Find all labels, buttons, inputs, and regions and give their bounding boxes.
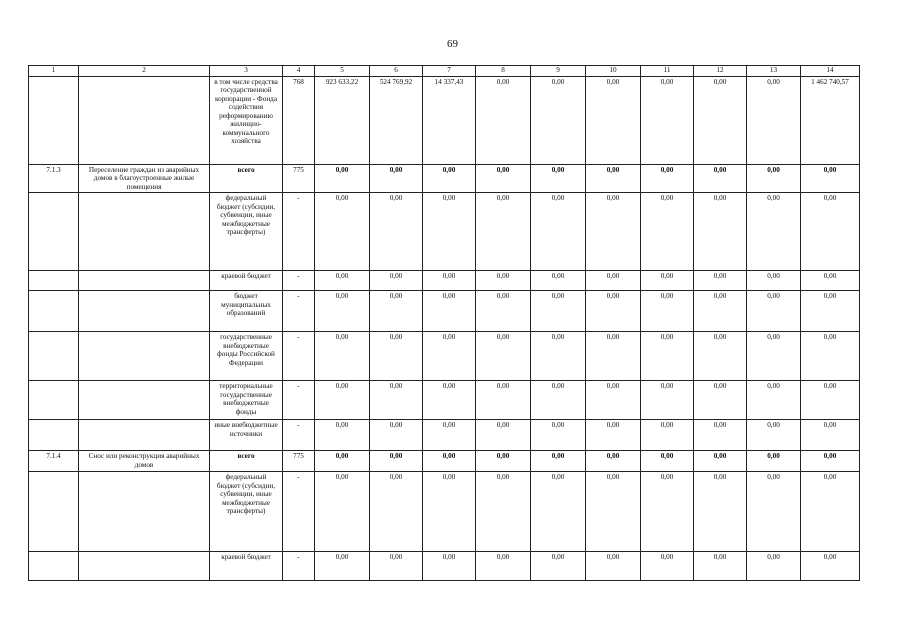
row-code bbox=[29, 420, 79, 451]
row-index: - bbox=[283, 420, 315, 451]
row-index: 775 bbox=[283, 165, 315, 193]
value-cell: 0,00 bbox=[370, 472, 423, 552]
value-cell: 0,00 bbox=[586, 420, 641, 451]
column-number: 9 bbox=[531, 66, 586, 77]
value-cell: 0,00 bbox=[641, 271, 694, 291]
value-cell: 0,00 bbox=[694, 381, 747, 420]
value-cell: 0,00 bbox=[694, 165, 747, 193]
value-cell: 0,00 bbox=[641, 552, 694, 581]
row-name bbox=[79, 77, 210, 165]
value-cell: 0,00 bbox=[801, 451, 860, 472]
value-cell: 0,00 bbox=[641, 165, 694, 193]
value-cell: 0,00 bbox=[694, 451, 747, 472]
column-number: 1 bbox=[29, 66, 79, 77]
value-cell: 0,00 bbox=[641, 77, 694, 165]
value-cell: 0,00 bbox=[694, 472, 747, 552]
value-cell: 0,00 bbox=[531, 193, 586, 271]
value-cell: 0,00 bbox=[423, 381, 476, 420]
value-cell: 0,00 bbox=[801, 193, 860, 271]
value-cell: 0,00 bbox=[531, 420, 586, 451]
page-number: 69 bbox=[447, 38, 458, 50]
table-body bbox=[29, 77, 860, 581]
value-cell: 0,00 bbox=[423, 420, 476, 451]
column-number: 2 bbox=[79, 66, 210, 77]
value-cell: 0,00 bbox=[531, 472, 586, 552]
value-cell: 0,00 bbox=[747, 77, 801, 165]
column-number: 6 bbox=[370, 66, 423, 77]
value-cell: 0,00 bbox=[370, 552, 423, 581]
row-name bbox=[79, 291, 210, 332]
row-name: Переселение граждан из аварийных домов в благоустроенные жилые помещения bbox=[79, 165, 210, 193]
value-cell: 0,00 bbox=[315, 193, 370, 271]
row-code: 7.1.3 bbox=[29, 165, 79, 193]
value-cell: 0,00 bbox=[586, 332, 641, 381]
value-cell: 0,00 bbox=[531, 552, 586, 581]
value-cell: 0,00 bbox=[476, 271, 531, 291]
value-cell: 0,00 bbox=[531, 381, 586, 420]
value-cell: 0,00 bbox=[747, 271, 801, 291]
value-cell: 0,00 bbox=[476, 420, 531, 451]
value-cell: 0,00 bbox=[586, 552, 641, 581]
value-cell: 0,00 bbox=[641, 451, 694, 472]
row-code bbox=[29, 291, 79, 332]
value-cell: 0,00 bbox=[801, 332, 860, 381]
row-index: - bbox=[283, 381, 315, 420]
value-cell: 0,00 bbox=[641, 193, 694, 271]
value-cell: 0,00 bbox=[315, 271, 370, 291]
row-code bbox=[29, 271, 79, 291]
column-number: 13 bbox=[747, 66, 801, 77]
value-cell: 0,00 bbox=[531, 165, 586, 193]
value-cell: 0,00 bbox=[747, 291, 801, 332]
row-index: 775 bbox=[283, 451, 315, 472]
funding-source: иные внебюджетные источники bbox=[210, 420, 283, 451]
value-cell: 0,00 bbox=[586, 291, 641, 332]
value-cell: 524 769,92 bbox=[370, 77, 423, 165]
row-name bbox=[79, 271, 210, 291]
value-cell: 0,00 bbox=[423, 291, 476, 332]
value-cell: 0,00 bbox=[747, 420, 801, 451]
value-cell: 0,00 bbox=[694, 271, 747, 291]
column-number-row bbox=[29, 66, 860, 77]
row-code: 7.1.4 bbox=[29, 451, 79, 472]
value-cell: 0,00 bbox=[370, 165, 423, 193]
funding-source: бюджет муниципальных образований bbox=[210, 291, 283, 332]
value-cell: 0,00 bbox=[315, 381, 370, 420]
value-cell: 0,00 bbox=[586, 77, 641, 165]
value-cell: 0,00 bbox=[370, 271, 423, 291]
row-index: 768 bbox=[283, 77, 315, 165]
row-index: - bbox=[283, 472, 315, 552]
value-cell: 0,00 bbox=[476, 165, 531, 193]
value-cell: 0,00 bbox=[370, 193, 423, 271]
row-name bbox=[79, 472, 210, 552]
row-name bbox=[79, 552, 210, 581]
value-cell: 0,00 bbox=[476, 193, 531, 271]
value-cell: 0,00 bbox=[476, 552, 531, 581]
value-cell: 0,00 bbox=[531, 332, 586, 381]
funding-source: федеральный бюджет (субсидии, субвенции, иные межбюджетные трансферты) bbox=[210, 472, 283, 552]
value-cell: 0,00 bbox=[531, 451, 586, 472]
value-cell: 0,00 bbox=[531, 77, 586, 165]
row-index: - bbox=[283, 332, 315, 381]
value-cell: 0,00 bbox=[694, 420, 747, 451]
table-row bbox=[29, 291, 860, 332]
value-cell: 0,00 bbox=[315, 451, 370, 472]
value-cell: 0,00 bbox=[476, 381, 531, 420]
column-number: 5 bbox=[315, 66, 370, 77]
value-cell: 1 462 740,57 bbox=[801, 77, 860, 165]
row-code bbox=[29, 381, 79, 420]
table-row bbox=[29, 420, 860, 451]
value-cell: 0,00 bbox=[315, 165, 370, 193]
value-cell: 0,00 bbox=[370, 451, 423, 472]
row-name bbox=[79, 332, 210, 381]
value-cell: 0,00 bbox=[370, 420, 423, 451]
value-cell: 0,00 bbox=[747, 165, 801, 193]
value-cell: 0,00 bbox=[641, 381, 694, 420]
value-cell: 0,00 bbox=[423, 271, 476, 291]
value-cell: 0,00 bbox=[423, 472, 476, 552]
table-row bbox=[29, 193, 860, 271]
row-name bbox=[79, 420, 210, 451]
column-number: 11 bbox=[641, 66, 694, 77]
row-name: Снос или реконструкция аварийных домов bbox=[79, 451, 210, 472]
table-row bbox=[29, 451, 860, 472]
value-cell: 0,00 bbox=[423, 165, 476, 193]
value-cell: 0,00 bbox=[801, 165, 860, 193]
value-cell: 0,00 bbox=[370, 291, 423, 332]
value-cell: 0,00 bbox=[801, 420, 860, 451]
value-cell: 0,00 bbox=[694, 291, 747, 332]
column-number: 8 bbox=[476, 66, 531, 77]
value-cell: 0,00 bbox=[423, 451, 476, 472]
table-row bbox=[29, 271, 860, 291]
value-cell: 0,00 bbox=[423, 552, 476, 581]
column-number: 10 bbox=[586, 66, 641, 77]
value-cell: 0,00 bbox=[423, 332, 476, 381]
row-name bbox=[79, 193, 210, 271]
value-cell: 0,00 bbox=[586, 451, 641, 472]
funding-source: всего bbox=[210, 165, 283, 193]
value-cell: 0,00 bbox=[801, 472, 860, 552]
value-cell: 0,00 bbox=[641, 472, 694, 552]
value-cell: 0,00 bbox=[315, 472, 370, 552]
value-cell: 0,00 bbox=[747, 552, 801, 581]
value-cell: 0,00 bbox=[694, 193, 747, 271]
value-cell: 0,00 bbox=[747, 193, 801, 271]
row-code bbox=[29, 552, 79, 581]
value-cell: 0,00 bbox=[694, 552, 747, 581]
value-cell: 0,00 bbox=[801, 552, 860, 581]
value-cell: 0,00 bbox=[641, 291, 694, 332]
table-row bbox=[29, 165, 860, 193]
table-row bbox=[29, 77, 860, 165]
funding-source: территориальные государственные внебюджетные фонды bbox=[210, 381, 283, 420]
value-cell: 0,00 bbox=[694, 332, 747, 381]
table-row bbox=[29, 332, 860, 381]
table-row bbox=[29, 381, 860, 420]
row-index: - bbox=[283, 552, 315, 581]
funding-source: краевой бюджет bbox=[210, 552, 283, 581]
column-number: 12 bbox=[694, 66, 747, 77]
value-cell: 0,00 bbox=[801, 381, 860, 420]
value-cell: 0,00 bbox=[315, 291, 370, 332]
value-cell: 0,00 bbox=[747, 381, 801, 420]
value-cell: 0,00 bbox=[315, 552, 370, 581]
value-cell: 0,00 bbox=[641, 420, 694, 451]
value-cell: 14 337,43 bbox=[423, 77, 476, 165]
value-cell: 0,00 bbox=[747, 451, 801, 472]
table-row bbox=[29, 552, 860, 581]
value-cell: 0,00 bbox=[586, 193, 641, 271]
row-index: - bbox=[283, 193, 315, 271]
value-cell: 0,00 bbox=[586, 165, 641, 193]
value-cell: 0,00 bbox=[801, 291, 860, 332]
funding-source: в том числе средства государственной корпорации - Фонда содействия реформированию жилищно-коммунального хозяйства bbox=[210, 77, 283, 165]
value-cell: 0,00 bbox=[476, 451, 531, 472]
value-cell: 0,00 bbox=[476, 472, 531, 552]
row-index: - bbox=[283, 291, 315, 332]
budget-table bbox=[28, 65, 860, 581]
value-cell: 0,00 bbox=[423, 193, 476, 271]
value-cell: 0,00 bbox=[531, 291, 586, 332]
value-cell: 0,00 bbox=[694, 77, 747, 165]
value-cell: 0,00 bbox=[315, 332, 370, 381]
value-cell: 0,00 bbox=[747, 332, 801, 381]
value-cell: 0,00 bbox=[641, 332, 694, 381]
funding-source: федеральный бюджет (субсидии, субвенции, иные межбюджетные трансферты) bbox=[210, 193, 283, 271]
value-cell: 0,00 bbox=[586, 381, 641, 420]
column-number: 4 bbox=[283, 66, 315, 77]
value-cell: 0,00 bbox=[586, 271, 641, 291]
value-cell: 0,00 bbox=[476, 332, 531, 381]
value-cell: 0,00 bbox=[315, 420, 370, 451]
value-cell: 0,00 bbox=[476, 77, 531, 165]
value-cell: 923 633,22 bbox=[315, 77, 370, 165]
row-index: - bbox=[283, 271, 315, 291]
funding-source: краевой бюджет bbox=[210, 271, 283, 291]
row-code bbox=[29, 193, 79, 271]
table-row bbox=[29, 472, 860, 552]
value-cell: 0,00 bbox=[586, 472, 641, 552]
value-cell: 0,00 bbox=[370, 332, 423, 381]
row-code bbox=[29, 77, 79, 165]
row-code bbox=[29, 332, 79, 381]
value-cell: 0,00 bbox=[531, 271, 586, 291]
row-name bbox=[79, 381, 210, 420]
funding-source: всего bbox=[210, 451, 283, 472]
value-cell: 0,00 bbox=[370, 381, 423, 420]
funding-source: государственные внебюджетные фонды Российской Федерации bbox=[210, 332, 283, 381]
row-code bbox=[29, 472, 79, 552]
column-number: 3 bbox=[210, 66, 283, 77]
value-cell: 0,00 bbox=[747, 472, 801, 552]
value-cell: 0,00 bbox=[476, 291, 531, 332]
column-number: 7 bbox=[423, 66, 476, 77]
value-cell: 0,00 bbox=[801, 271, 860, 291]
column-number: 14 bbox=[801, 66, 860, 77]
